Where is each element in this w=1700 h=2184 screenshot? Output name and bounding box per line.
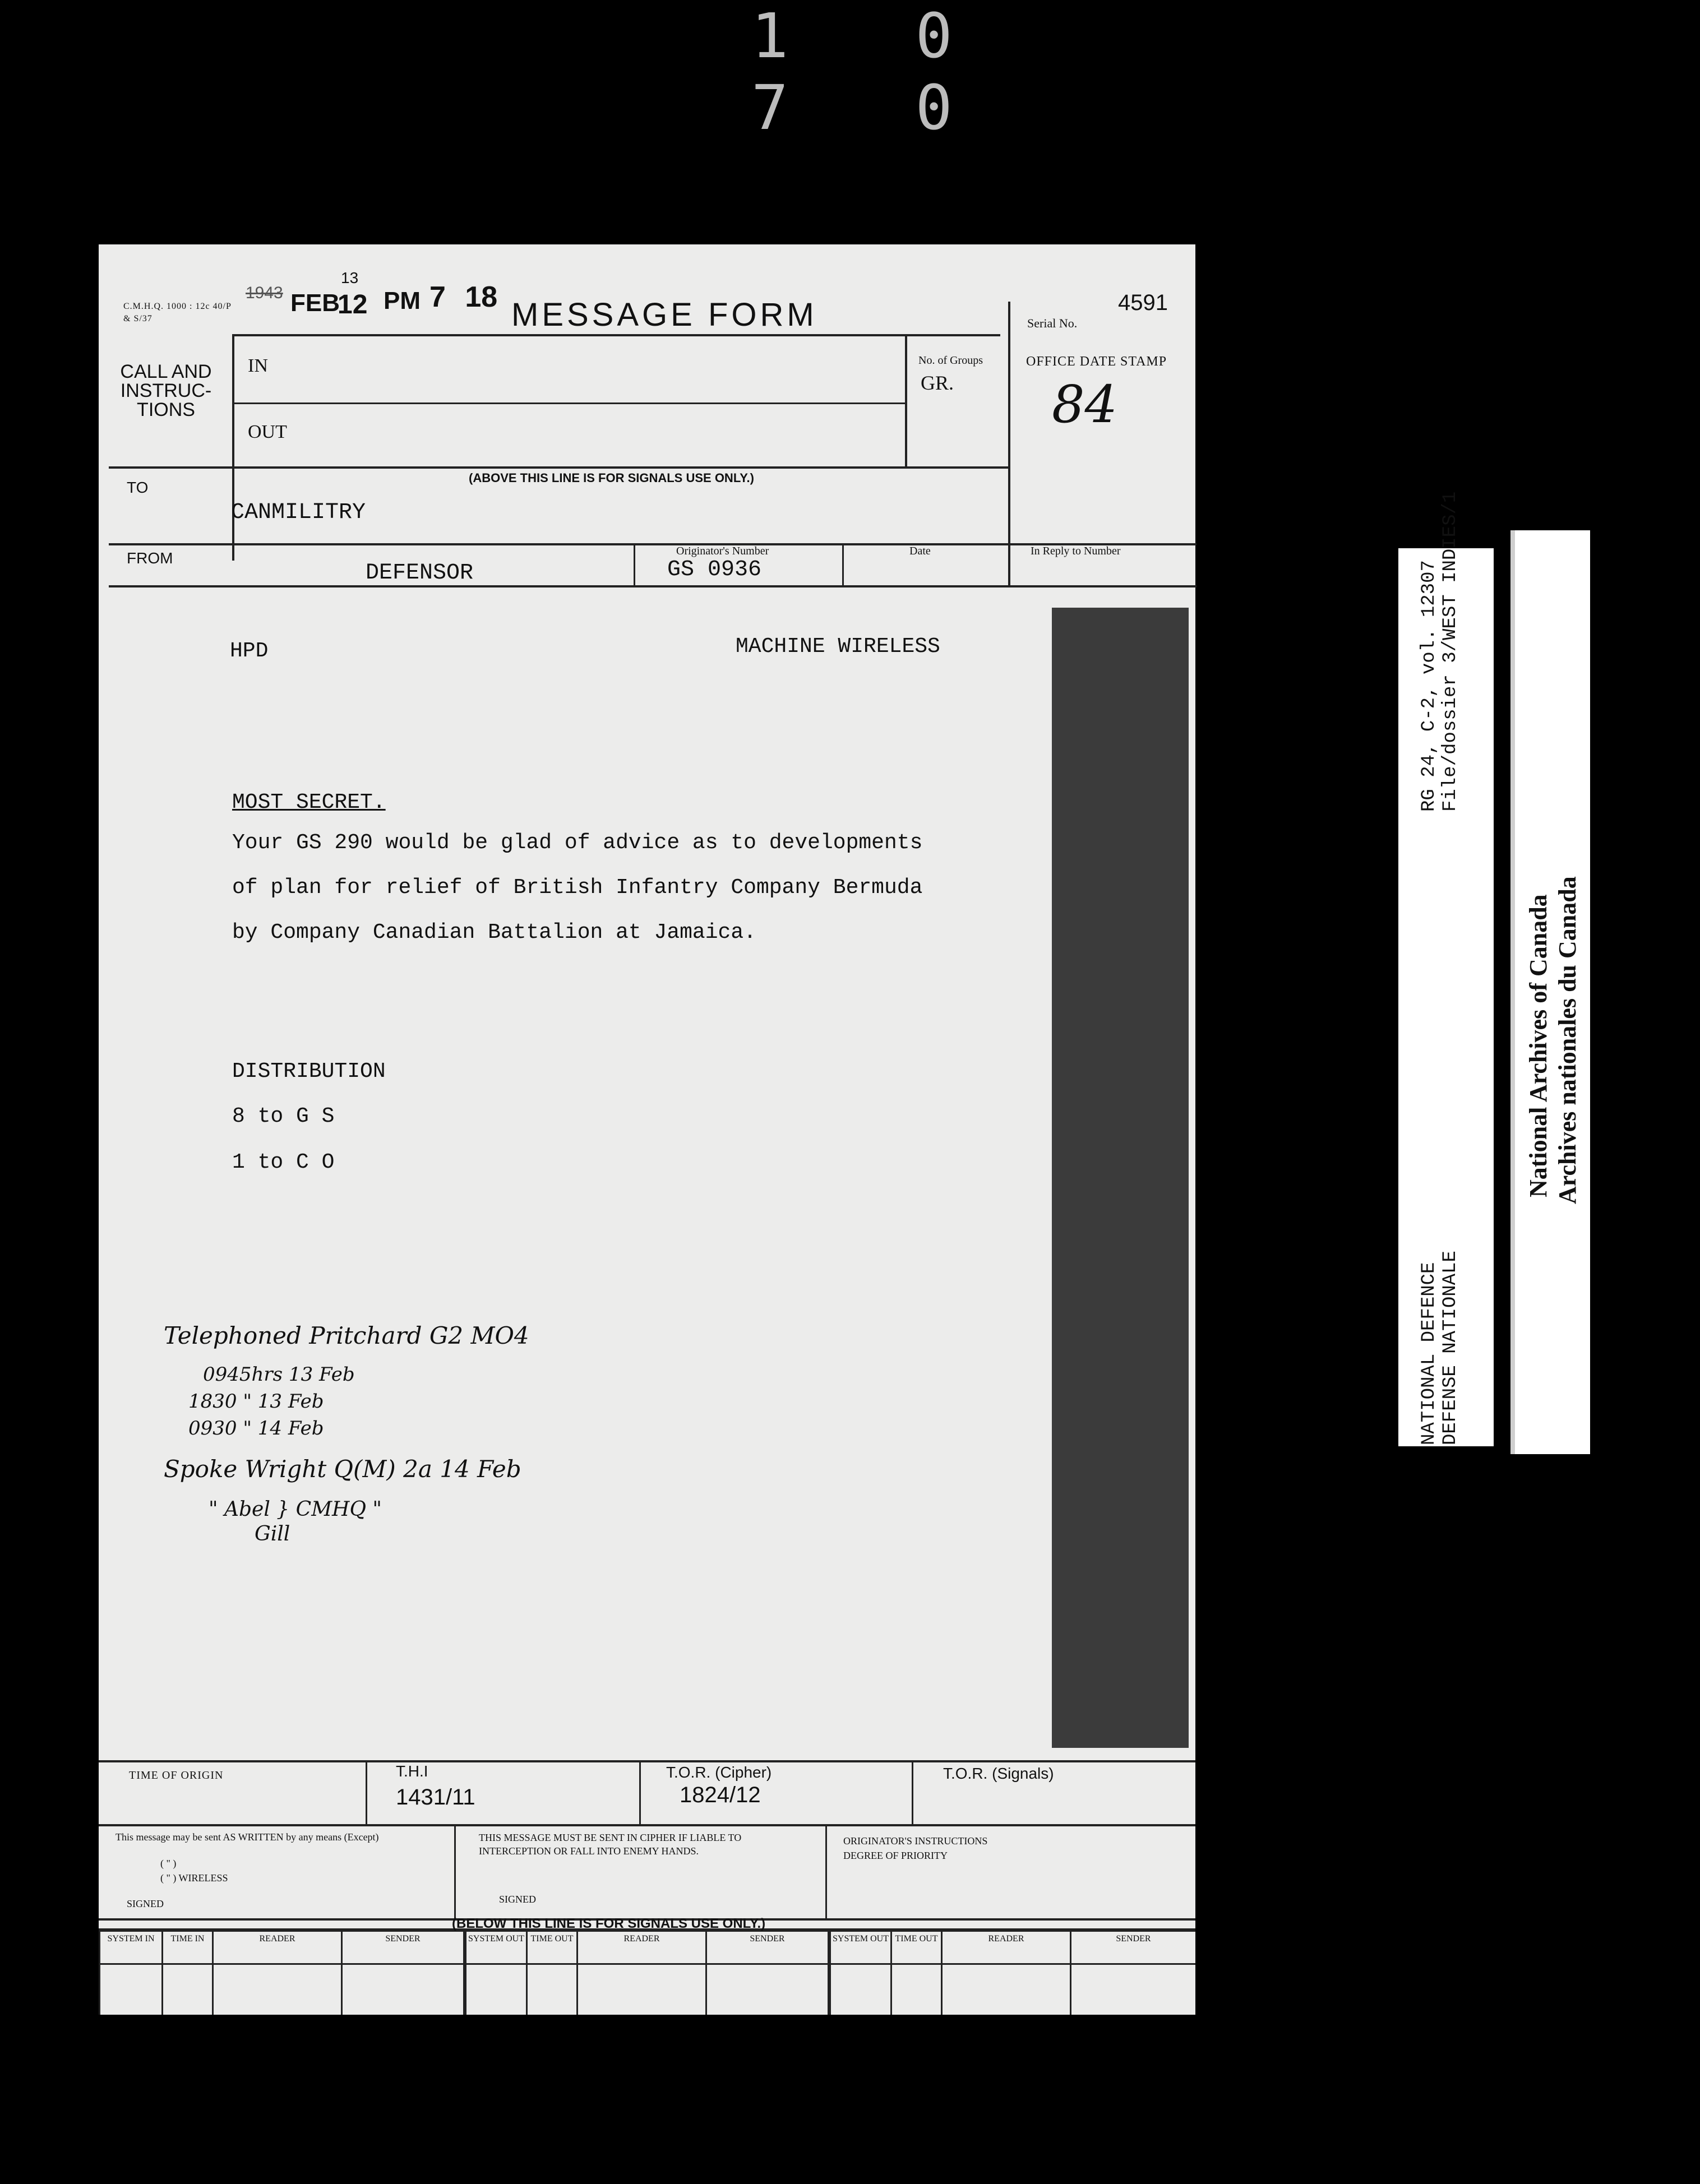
signals-column-header: SYSTEM OUT [468,1934,524,1944]
reply-label: In Reply to Number [1031,545,1121,557]
signals-column-header: READER [623,1934,660,1944]
signals-column-4 [341,1931,463,2015]
from-label: FROM [127,549,173,567]
archive-ref-line2: File/dossier 3/WEST INDIES/1 [1440,491,1461,812]
classification: MOST SECRET. [232,790,386,815]
signals-column-header: TIME IN [170,1934,205,1944]
priority: HPD [230,639,269,663]
archives-name-fr: Archives nationales du Canada [1554,876,1581,1204]
signals-column-12 [1070,1931,1195,2015]
signals-below-note: (BELOW THIS LINE IS FOR SIGNALS USE ONLY.) [452,1916,766,1931]
office-stamp-label: OFFICE DATE STAMP [1026,354,1167,369]
to-label: TO [127,479,149,496]
signals-column-1 [99,1931,161,2015]
time-origin-label: TIME OF ORIGIN [129,1769,224,1782]
signals-column-3 [212,1931,341,2015]
to-value: CANMILITRY [231,500,366,525]
thi-value: 1431/11 [396,1785,475,1810]
signals-column-header: TIME OUT [895,1934,938,1944]
handwritten-note: " Abel } CMHQ " [209,1498,382,1521]
signals-column-header: SENDER [1116,1934,1151,1944]
signals-column-11 [941,1931,1070,2015]
stamp-month: FEB [290,289,340,317]
signals-column-8 [705,1931,828,2015]
serial-number: 4591 [1118,290,1168,315]
cipher-instruction: THIS MESSAGE MUST BE SENT IN CIPHER IF LIABLE TO INTERCEPTION OR FALL INTO ENEMY HANDS. [479,1832,742,1857]
stamp-day: 12 [338,290,368,320]
tor-signals-label: T.O.R. (Signals) [943,1765,1054,1782]
stamp-year: 1943 [246,284,283,302]
message-line: Your GS 290 would be glad of advice as to developments [232,831,923,855]
groups-value: GR. [921,372,954,394]
handwritten-note: Telephoned Pritchard G2 MO4 [164,1322,529,1349]
shadow-bar [1052,608,1189,1748]
stamp-time: 7 18 [429,281,498,313]
date-label: Date [909,545,931,557]
form-title: MESSAGE FORM [511,297,817,333]
national-archives-label [1510,530,1590,1454]
stamp-ampm: PM [384,287,421,314]
signals-column-header: SENDER [385,1934,421,1944]
signals-above-note: (ABOVE THIS LINE IS FOR SIGNALS USE ONLY.) [469,471,754,485]
serial-label: Serial No. [1027,316,1078,330]
handwritten-note: 0930 " 14 Feb [188,1417,324,1440]
distribution-title: DISTRIBUTION [232,1059,386,1084]
signals-column-header: TIME OUT [530,1934,574,1944]
message-form-paper [99,244,1195,2015]
groups-label: No. of Groups [918,354,983,367]
tor-cipher-value: 1824/12 [680,1783,761,1807]
originator-instructions-label: ORIGINATOR'S INSTRUCTIONS [843,1835,988,1847]
from-value: DEFENSOR [366,561,474,586]
signals-column-header: SYSTEM OUT [832,1934,889,1944]
in-label: IN [248,355,268,376]
signals-column-7 [576,1931,705,2015]
send-ditto: ( " ) [160,1858,177,1869]
signals-column-header: READER [259,1934,295,1944]
signals-column-5 [463,1931,526,2015]
message-line: by Company Canadian Battalion at Jamaica. [232,920,756,945]
handwritten-note: Gill [255,1523,290,1546]
message-line: of plan for relief of British Infantry Company Bermuda [232,876,923,900]
signals-columns [99,1931,1195,2015]
signed-label: SIGNED [499,1894,536,1905]
priority-label: DEGREE OF PRIORITY [843,1850,948,1861]
out-label: OUT [248,422,287,442]
signals-column-2 [161,1931,212,2015]
send-wireless: ( " ) WIRELESS [160,1872,228,1884]
signed-label: SIGNED [127,1898,164,1909]
archive-ref-line1: RG 24, C-2, vol. 12307 [1419,560,1440,812]
signals-column-header: SENDER [750,1934,785,1944]
distribution-item: 8 to G S [232,1104,335,1128]
signals-column-9 [828,1931,890,2015]
office-stamp-value: 84 [1052,374,1118,434]
signals-column-10 [890,1931,941,2015]
signals-column-header: SYSTEM IN [107,1934,155,1944]
archives-name-en: National Archives of Canada [1525,894,1552,1197]
tor-cipher-label: T.O.R. (Cipher) [666,1764,772,1781]
distribution-item: 1 to C O [232,1150,335,1174]
transmission-method: MACHINE WIRELESS [736,635,940,659]
department-fr: DEFENSE NATIONALE [1440,1251,1461,1445]
handwritten-note: Spoke Wright Q(M) 2a 14 Feb [164,1455,521,1483]
thi-label: T.H.I [396,1762,428,1780]
signals-column-6 [526,1931,576,2015]
handwritten-note: 0945hrs 13 Feb [203,1363,355,1386]
signals-column-header: READER [988,1934,1024,1944]
originator-value: GS 0936 [667,557,762,582]
frame-number: 1 0 7 0 [751,0,997,144]
handwritten-note: 1830 " 13 Feb [188,1390,324,1413]
department-en: NATIONAL DEFENCE [1419,1262,1440,1445]
form-reference: C.M.H.Q. 1000 : 12c 40/P & S/37 [123,302,232,323]
send-as-written: This message may be sent AS WRITTEN by any means (Except) [116,1831,379,1843]
originator-label: Originator's Number [676,545,769,557]
archive-reference-label [1398,491,1494,1446]
stamp-day-over: 13 [341,269,359,286]
call-instructions-label: CALL AND INSTRUC- TIONS [120,361,212,420]
